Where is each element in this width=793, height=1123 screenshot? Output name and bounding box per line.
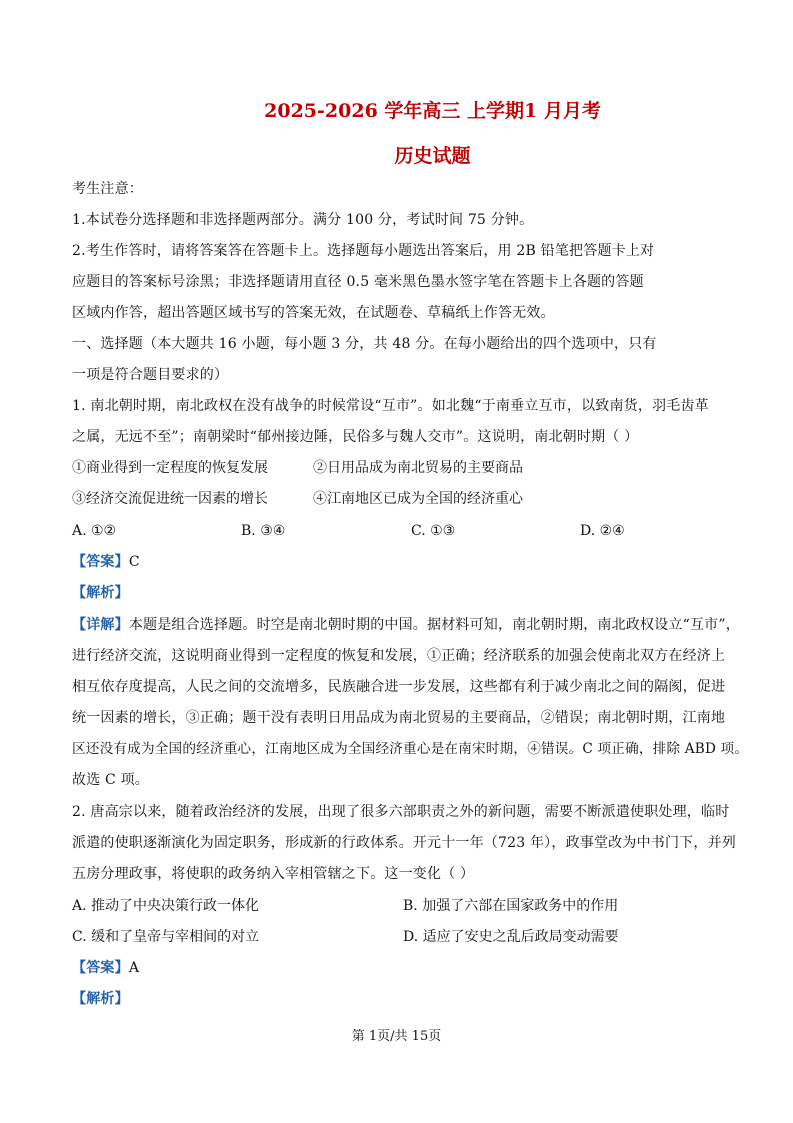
q2-answer-value: A bbox=[128, 960, 140, 976]
notice-heading: 考生注意： bbox=[72, 181, 143, 197]
q1-choice-2: ②日用品成为南北贸易的主要商品 bbox=[313, 460, 523, 476]
q2-stem-line-1: 2. 唐高宗以来，随着政治经济的发展，出现了很多六部职责之外的新问题，需要不断派遣使职处理，临时 bbox=[72, 804, 730, 820]
q1-detail-line-6: 故选 C 项。 bbox=[72, 772, 150, 788]
q1-choice-3: ③经济交流促进统一因素的增长 bbox=[72, 491, 268, 507]
q1-option-d: D. ②④ bbox=[580, 523, 625, 539]
q1-answer-value: C bbox=[128, 554, 140, 570]
q2-stem-line-2: 派遣的使职逐渐演化为固定职务，形成新的行政体系。开元十一年（723 年），政事堂改为中书门下，并列 bbox=[72, 835, 736, 851]
q1-stem-line-1: 1. 南北朝时期，南北政权在没有战争的时候常设“互市”。如北魏“于南垂立互市，以致南货，羽毛齿革 bbox=[72, 398, 709, 414]
q1-detail-line-2: 进行经济交流，这说明商业得到一定程度的恢复和发展，①正确；经济联系的加强会使南北双方在经济上 bbox=[72, 648, 726, 664]
section-heading-line-2: 一项是符合题目要求的） bbox=[72, 367, 229, 383]
q2-option-b: B. 加强了六部在国家政务中的作用 bbox=[403, 898, 619, 914]
notice-item-2-line-3: 区域内作答，超出答题区域书写的答案无效，在试题卷、草稿纸上作答无效。 bbox=[72, 305, 555, 321]
q1-detail-text-1: 本题是组合选择题。时空是南北朝时期的中国。据材料可知，南北朝时期，南北政权设立“互市”， bbox=[128, 617, 740, 633]
exam-title: 2025-2026 学年高三 上学期1 月月考 bbox=[264, 100, 601, 122]
q2-answer-line bbox=[72, 959, 139, 977]
notice-item-2-line-1: 2.考生作答时，请将答案答在答题卡上。选择题每小题选出答案后，用 2B 铅笔把答题卡上对 bbox=[72, 243, 655, 259]
notice-item-2-line-2: 应题目的答案标号涂黑；非选择题请用直径 0.5 毫米黑色墨水签字笔在答题卡上各题的答题 bbox=[72, 274, 644, 290]
q2-option-a: A. 推动了中央决策行政一体化 bbox=[72, 898, 260, 914]
answer-tag: 【答案】 bbox=[72, 960, 129, 976]
q1-answer-line bbox=[72, 553, 140, 571]
q1-detail-line-5: 区还没有成为全国的经济重心，江南地区成为全国经济重心是在南宋时期，④错误。C 项正确，排除 ABD 项。 bbox=[72, 741, 749, 757]
q1-choice-1: ①商业得到一定程度的恢复发展 bbox=[72, 460, 268, 476]
q1-detail-line-1 bbox=[72, 616, 740, 634]
q1-option-c: C. ①③ bbox=[411, 523, 456, 539]
subject-title: 历史试题 bbox=[394, 145, 471, 167]
q1-detail-line-3: 相互依存度提高，人民之间的交流增多，民族融合进一步发展，这些都有利于减少南北之间的隔阂，促进 bbox=[72, 679, 726, 695]
q2-option-d: D. 适应了安史之乱后政局变动需要 bbox=[403, 929, 619, 945]
analysis-tag: 【解析】 bbox=[72, 991, 129, 1007]
notice-item-1: 1.本试卷分选择题和非选择题两部分。满分 100 分，考试时间 75 分钟。 bbox=[72, 212, 534, 228]
section-heading-line-1: 一、选择题（本大题共 16 小题，每小题 3 分，共 48 分。在每小题给出的四个选项中，只有 bbox=[72, 336, 657, 352]
q1-option-b: B. ③④ bbox=[241, 523, 286, 539]
answer-tag: 【答案】 bbox=[72, 554, 129, 570]
page-number: 第 1页/共 15页 bbox=[351, 1029, 442, 1044]
q2-stem-line-3: 五房分理政事，将使职的政务纳入宰相管辖之下。这一变化（ ） bbox=[72, 866, 475, 882]
q2-option-c: C. 缓和了皇帝与宰相间的对立 bbox=[72, 929, 260, 945]
q1-analysis-line bbox=[72, 584, 129, 602]
q1-detail-line-4: 统一因素的增长，③正确；题干没有表明日用品成为南北贸易的主要商品，②错误；南北朝时期，江南地 bbox=[72, 710, 726, 726]
q1-option-a: A. ①② bbox=[72, 523, 117, 539]
analysis-tag: 【解析】 bbox=[72, 585, 129, 601]
detail-tag: 【详解】 bbox=[72, 617, 129, 633]
q1-stem-line-2: 之属，无远不至”；南朝梁时“郁州接边陲，民俗多与魏人交市”。这说明，南北朝时期（ ） bbox=[72, 429, 639, 445]
q1-choice-4: ④江南地区已成为全国的经济重心 bbox=[313, 491, 523, 507]
q2-analysis-line bbox=[72, 990, 129, 1008]
